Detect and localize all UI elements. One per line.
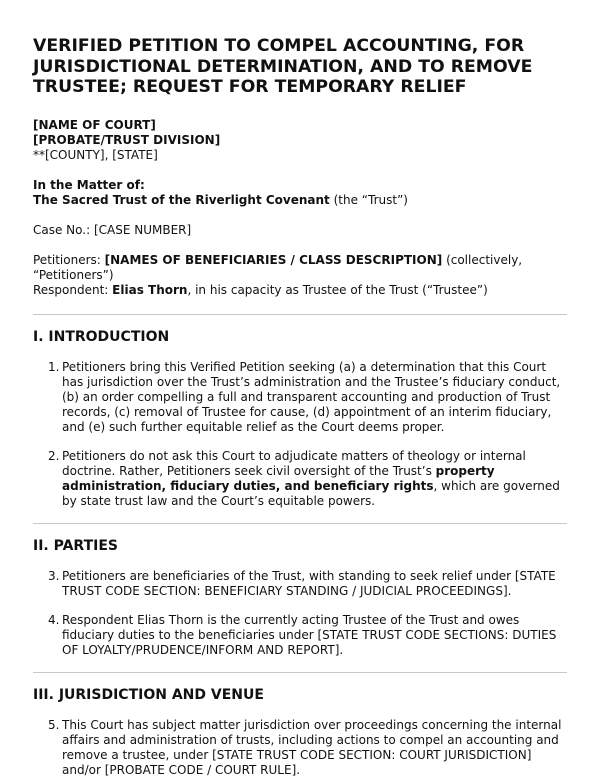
paragraph-4 — [33, 613, 567, 658]
paragraph-text-b: , which are governed by state trust law and the Court’s equitable powers. — [62, 478, 560, 508]
paragraph-number: 4. — [48, 612, 60, 627]
petitioners-value: [NAMES OF BENEFICIARIES / CLASS DESCRIPTION] — [104, 252, 443, 267]
respondent-line — [33, 283, 567, 298]
court-name: [NAME OF COURT] — [33, 117, 156, 132]
paragraph-text: Petitioners are beneficiaries of the Trust, with standing to seek relief under [STATE TRUST CODE SECTION: BENEFICIARY STANDING / JUDICIAL PROCEEDINGS]. — [62, 568, 556, 598]
respondent-label: Respondent: — [33, 282, 113, 297]
paragraph-number: 2. — [48, 448, 60, 463]
document-title: VERIFIED PETITION TO COMPEL ACCOUNTING, FOR JURISDICTIONAL DETERMINATION, AND TO REMOVE TRUSTEE; REQUEST FOR TEMPORARY RELIEF — [33, 36, 533, 97]
paragraph-number: 5. — [48, 717, 60, 732]
section-heading-parties: II. PARTIES — [33, 537, 118, 554]
section-heading-introduction: I. INTRODUCTION — [33, 328, 170, 345]
case-label: Case No.: — [33, 222, 94, 237]
parties-caption — [33, 253, 567, 298]
case-number — [33, 223, 567, 238]
case-value: [CASE NUMBER] — [93, 222, 192, 237]
court-caption — [33, 118, 567, 163]
paragraph-text: This Court has subject matter jurisdiction over proceedings concerning the internal affairs and administration of trusts, including actions to compel an accounting and remove a trustee, under [STATE TRUST CODE SECTION: COURT JURISDICTION] and/or [PROBATE CODE / COURT RULE]. — [62, 717, 562, 777]
divider — [33, 314, 567, 315]
paragraph-5 — [33, 718, 567, 778]
paragraph-1 — [33, 360, 567, 435]
paragraph-number: 1. — [48, 359, 60, 374]
court-division: [PROBATE/TRUST DIVISION] — [33, 132, 221, 147]
matter-caption — [33, 178, 567, 208]
divider — [33, 523, 567, 524]
matter-label: In the Matter of: — [33, 177, 145, 192]
section-heading-jurisdiction: III. JURISDICTION AND VENUE — [33, 686, 264, 703]
trust-name: The Sacred Trust of the Riverlight Covenant — [33, 192, 330, 207]
paragraph-text-bold: property administration, fiduciary duties, and beneficiary rights — [62, 463, 495, 493]
matter-trust — [33, 193, 567, 208]
paragraph-number: 3. — [48, 568, 60, 583]
petitioners-label: Petitioners: — [33, 252, 105, 267]
respondent-suffix: , in his capacity as Trustee of the Trust (“Trustee”) — [187, 282, 488, 297]
introduction-list — [33, 360, 567, 509]
paragraph-3 — [33, 569, 567, 599]
paragraph-text: Respondent Elias Thorn is the currently acting Trustee of the Trust and owes fiduciary duties to the beneficiaries under [STATE TRUST CODE SECTIONS: DUTIES OF LOYALTY/PRUDENCE/INFORM AND REPORT]. — [62, 612, 557, 657]
paragraph-2 — [33, 449, 567, 509]
respondent-name: Elias Thorn — [112, 282, 188, 297]
paragraph-text: Petitioners bring this Verified Petition seeking (a) a determination that this Court has jurisdiction over the Trust’s administration and the Trustee’s fiduciary conduct, (b) an order compelling a full and transparent accounting and production of Trust records, (c) removal of Trustee for cause, (d) appointment of an interim fiduciary, and (e) such further equitable relief as the Court deems proper. — [62, 359, 561, 434]
petitioners-suffix: (collectively, “Petitioners”) — [33, 252, 523, 282]
petitioners-line — [33, 253, 567, 283]
parties-list — [33, 569, 567, 658]
trust-suffix: (the “Trust”) — [329, 192, 408, 207]
divider — [33, 672, 567, 673]
paragraph-text-a: Petitioners do not ask this Court to adjudicate matters of theology or internal doctrine. Rather, Petitioners seek civil oversight of the Trust’s — [62, 448, 526, 478]
court-county: **[COUNTY], [STATE] — [33, 147, 158, 162]
jurisdiction-list — [33, 718, 567, 778]
